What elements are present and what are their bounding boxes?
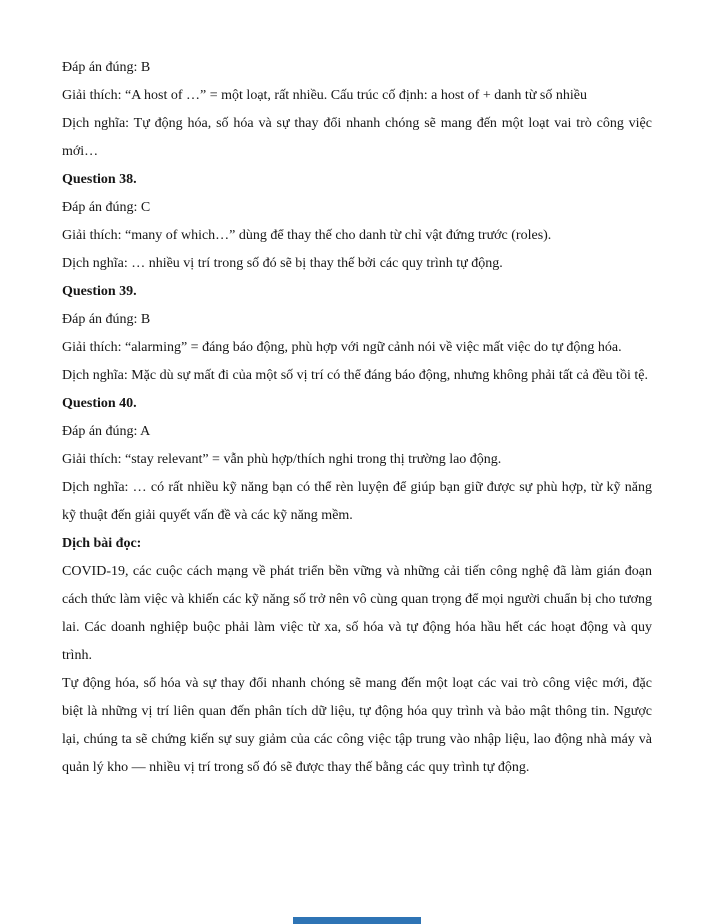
answer-line-q40: Đáp án đúng: A xyxy=(62,424,151,439)
answer-line-q39: Đáp án đúng: B xyxy=(62,312,151,327)
answer-line-q37: Đáp án đúng: B xyxy=(62,60,151,75)
translation-line-q37: Dịch nghĩa: Tự động hóa, số hóa và sự thay đổi nhanh chóng sẽ mang đến một loạt vai trò công việc mới… xyxy=(62,116,652,159)
translation-line-q38: Dịch nghĩa: … nhiều vị trí trong số đó sẽ bị thay thế bởi các quy trình tự động. xyxy=(62,256,503,271)
question-39-heading: Question 39. xyxy=(62,284,137,299)
explanation-line-q37: Giải thích: “A host of …” = một loạt, rất nhiều. Cấu trúc cố định: a host of + danh từ số nhiều xyxy=(62,88,587,103)
translation-line-q39: Dịch nghĩa: Mặc dù sự mất đi của một số vị trí có thể đáng báo động, nhưng không phải tất cả đều tồi tệ. xyxy=(62,368,648,383)
translation-line-q40: Dịch nghĩa: … có rất nhiều kỹ năng bạn có thể rèn luyện để giúp bạn giữ được sự phù hợp, từ kỹ năng kỹ thuật đến giải quyết vấn đề và các kỹ năng mềm. xyxy=(62,480,652,523)
passage-translation-heading: Dịch bài đọc: xyxy=(62,536,142,551)
passage-paragraph-1: COVID-19, các cuộc cách mạng về phát triển bền vững và những cải tiến công nghệ đã làm gián đoạn cách thức làm việc và khiến các kỹ năng số trở nên vô cùng quan trọng để mọi người chuẩn bị cho tương lai. Các doanh nghiệp buộc phải làm việc từ xa, số hóa và tự động hóa hầu hết các hoạt động và quy trình. xyxy=(62,564,652,663)
passage-paragraph-2: Tự động hóa, số hóa và sự thay đổi nhanh chóng sẽ mang đến một loạt các vai trò công việc mới, đặc biệt là những vị trí liên quan đến phân tích dữ liệu, tự động hóa quy trình và bảo mật thông tin. Ngược lại, chúng ta sẽ chứng kiến sự suy giảm của các công việc tập trung vào nhập liệu, lao động nhà máy và quản lý kho — nhiều vị trí trong số đó sẽ được thay thế bằng các quy trình tự động. xyxy=(62,676,652,775)
explanation-line-q38: Giải thích: “many of which…” dùng để thay thế cho danh từ chỉ vật đứng trước (roles). xyxy=(62,228,552,243)
question-40-heading: Question 40. xyxy=(62,396,137,411)
explanation-line-q40: Giải thích: “stay relevant” = vẫn phù hợp/thích nghi trong thị trường lao động. xyxy=(62,452,502,467)
page-bottom-accent-bar xyxy=(293,917,421,924)
question-38-heading: Question 38. xyxy=(62,172,137,187)
answer-line-q38: Đáp án đúng: C xyxy=(62,200,151,215)
explanation-line-q39: Giải thích: “alarming” = đáng báo động, phù hợp với ngữ cảnh nói về việc mất việc do tự động hóa. xyxy=(62,340,622,355)
